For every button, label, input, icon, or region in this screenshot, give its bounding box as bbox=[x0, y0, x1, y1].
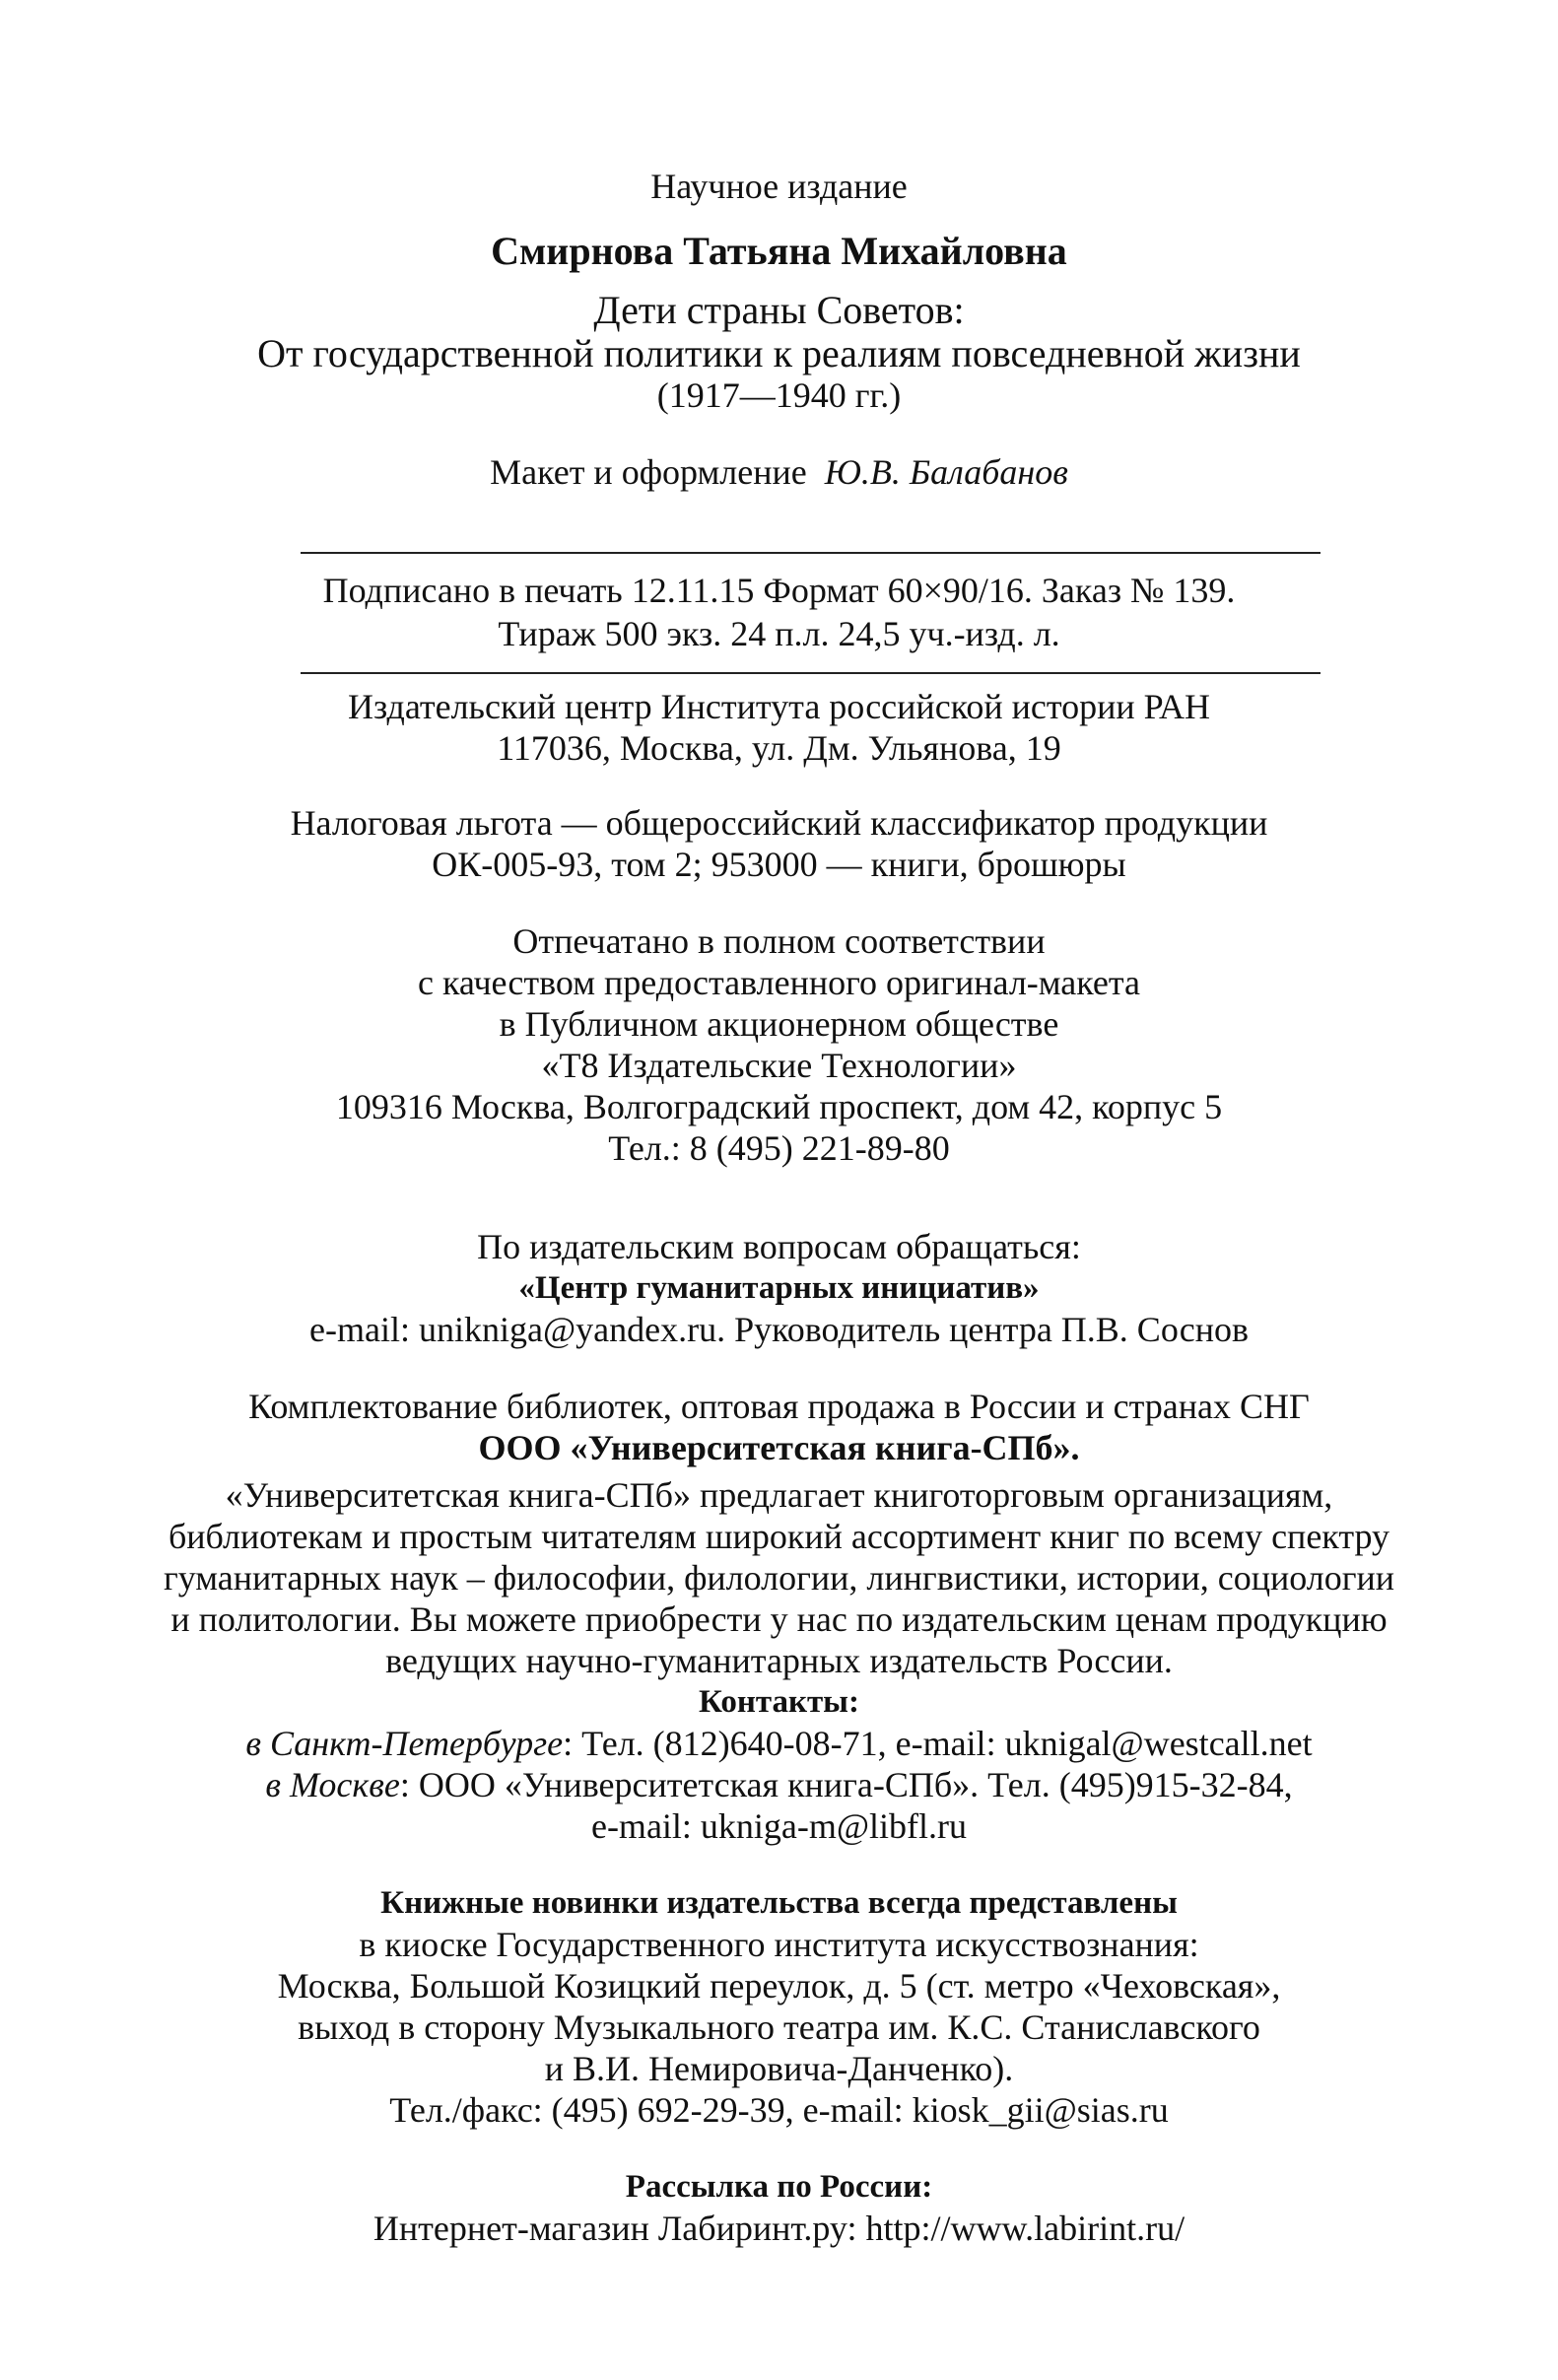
book-title-line1: Дети страны Советов: bbox=[593, 288, 965, 332]
distribution-para2: библиотекам и простым читателям широкий ассортимент книг по всему спектру bbox=[168, 1517, 1390, 1556]
distribution-line1: Комплектование библиотек, оптовая продажа в России и странах СНГ bbox=[248, 1387, 1310, 1426]
divider-bottom bbox=[301, 672, 1321, 674]
printer-line1: Отпечатано в полном соответствии bbox=[512, 921, 1046, 961]
contacts-heading: Контакты: bbox=[699, 1684, 859, 1720]
layout-credit-name: Ю.В. Балабанов bbox=[824, 452, 1068, 492]
book-title-line2: От государственной политики к реалиям повседневной жизни bbox=[257, 331, 1301, 375]
distribution-para5: ведущих научно-гуманитарных издательств России. bbox=[385, 1641, 1173, 1680]
distribution-para4: и политологии. Вы можете приобрести у нас по издательским ценам продукцию bbox=[170, 1599, 1388, 1639]
book-title-years: (1917—1940 гг.) bbox=[656, 375, 902, 415]
new-books-line5: Тел./факс: (495) 692-29-39, e-mail: kiosk_gii@sias.ru bbox=[389, 2090, 1169, 2130]
print-info-line1: Подписано в печать 12.11.15 Формат 60×90/16. Заказ № 139. bbox=[322, 571, 1236, 610]
new-books-line2: Москва, Большой Козицкий переулок, д. 5 (ст. метро «Чеховская», bbox=[277, 1966, 1281, 2006]
tax-line1: Налоговая льгота — общероссийский классификатор продукции bbox=[290, 803, 1268, 843]
tax-line2: ОК-005-93, том 2; 953000 — книги, брошюры bbox=[432, 845, 1126, 884]
contacts-msk bbox=[0, 1764, 1558, 1805]
new-books-line3: выход в сторону Музыкального театра им. К.С. Станиславского bbox=[298, 2007, 1260, 2047]
contacts-spb bbox=[0, 1723, 1558, 1764]
distribution-para1: «Университетская книга-СПб» предлагает книготорговым организациям, bbox=[225, 1475, 1333, 1515]
new-books-line4: и В.И. Немировича-Данченко). bbox=[544, 2049, 1014, 2088]
inquiries-line2: «Центр гуманитарных инициатив» bbox=[518, 1270, 1040, 1306]
contacts-msk-city: в Москве bbox=[265, 1765, 400, 1804]
mail-order-line1: Интернет-магазин Лабиринт.ру: http://www.labirint.ru/ bbox=[373, 2209, 1185, 2248]
new-books-heading: Книжные новинки издательства всегда представлены bbox=[380, 1885, 1178, 1921]
contacts-spb-text: : Тел. (812)640-08-71, e-mail: uknigal@westcall.net bbox=[563, 1724, 1313, 1763]
contacts-spb-city: в Санкт-Петербурге bbox=[245, 1724, 564, 1763]
contacts-msk-text: : ООО «Университетская книга-СПб». Тел. (495)915-32-84, bbox=[399, 1765, 1293, 1804]
printer-line3: в Публичном акционерном обществе bbox=[499, 1004, 1059, 1044]
printer-line5: 109316 Москва, Волгоградский проспект, дом 42, корпус 5 bbox=[335, 1087, 1223, 1126]
publisher-address: 117036, Москва, ул. Дм. Ульянова, 19 bbox=[497, 728, 1061, 768]
print-info-line2: Тираж 500 экз. 24 п.л. 24,5 уч.-изд. л. bbox=[498, 614, 1060, 653]
divider-top bbox=[301, 552, 1321, 554]
distribution-para3: гуманитарных наук – философии, филологии, лингвистики, истории, социологии bbox=[163, 1558, 1395, 1598]
inquiries-line1: По издательским вопросам обращаться: bbox=[477, 1227, 1081, 1266]
inquiries-line3: e-mail: unikniga@yandex.ru. Руководитель центра П.В. Соснов bbox=[309, 1310, 1249, 1349]
author-name: Смирнова Татьяна Михайловна bbox=[491, 229, 1067, 273]
layout-credit-label: Макет и оформление bbox=[490, 452, 807, 492]
publisher-name: Издательский центр Института российской истории РАН bbox=[347, 687, 1211, 726]
layout-credit bbox=[0, 451, 1558, 493]
printer-line4: «Т8 Издательские Технологии» bbox=[541, 1046, 1017, 1085]
mail-order-heading: Рассылка по России: bbox=[625, 2169, 933, 2205]
new-books-line1: в киоске Государственного института искусствознания: bbox=[359, 1925, 1199, 1964]
edition-type: Научное издание bbox=[650, 167, 908, 206]
contacts-msk-email: e-mail: ukniga-m@libfl.ru bbox=[590, 1806, 968, 1846]
printer-line6: Тел.: 8 (495) 221-89-80 bbox=[608, 1128, 950, 1168]
distribution-line2: ООО «Университетская книга-СПб». bbox=[478, 1428, 1080, 1467]
printer-line2: с качеством предоставленного оригинал-макета bbox=[417, 963, 1141, 1002]
